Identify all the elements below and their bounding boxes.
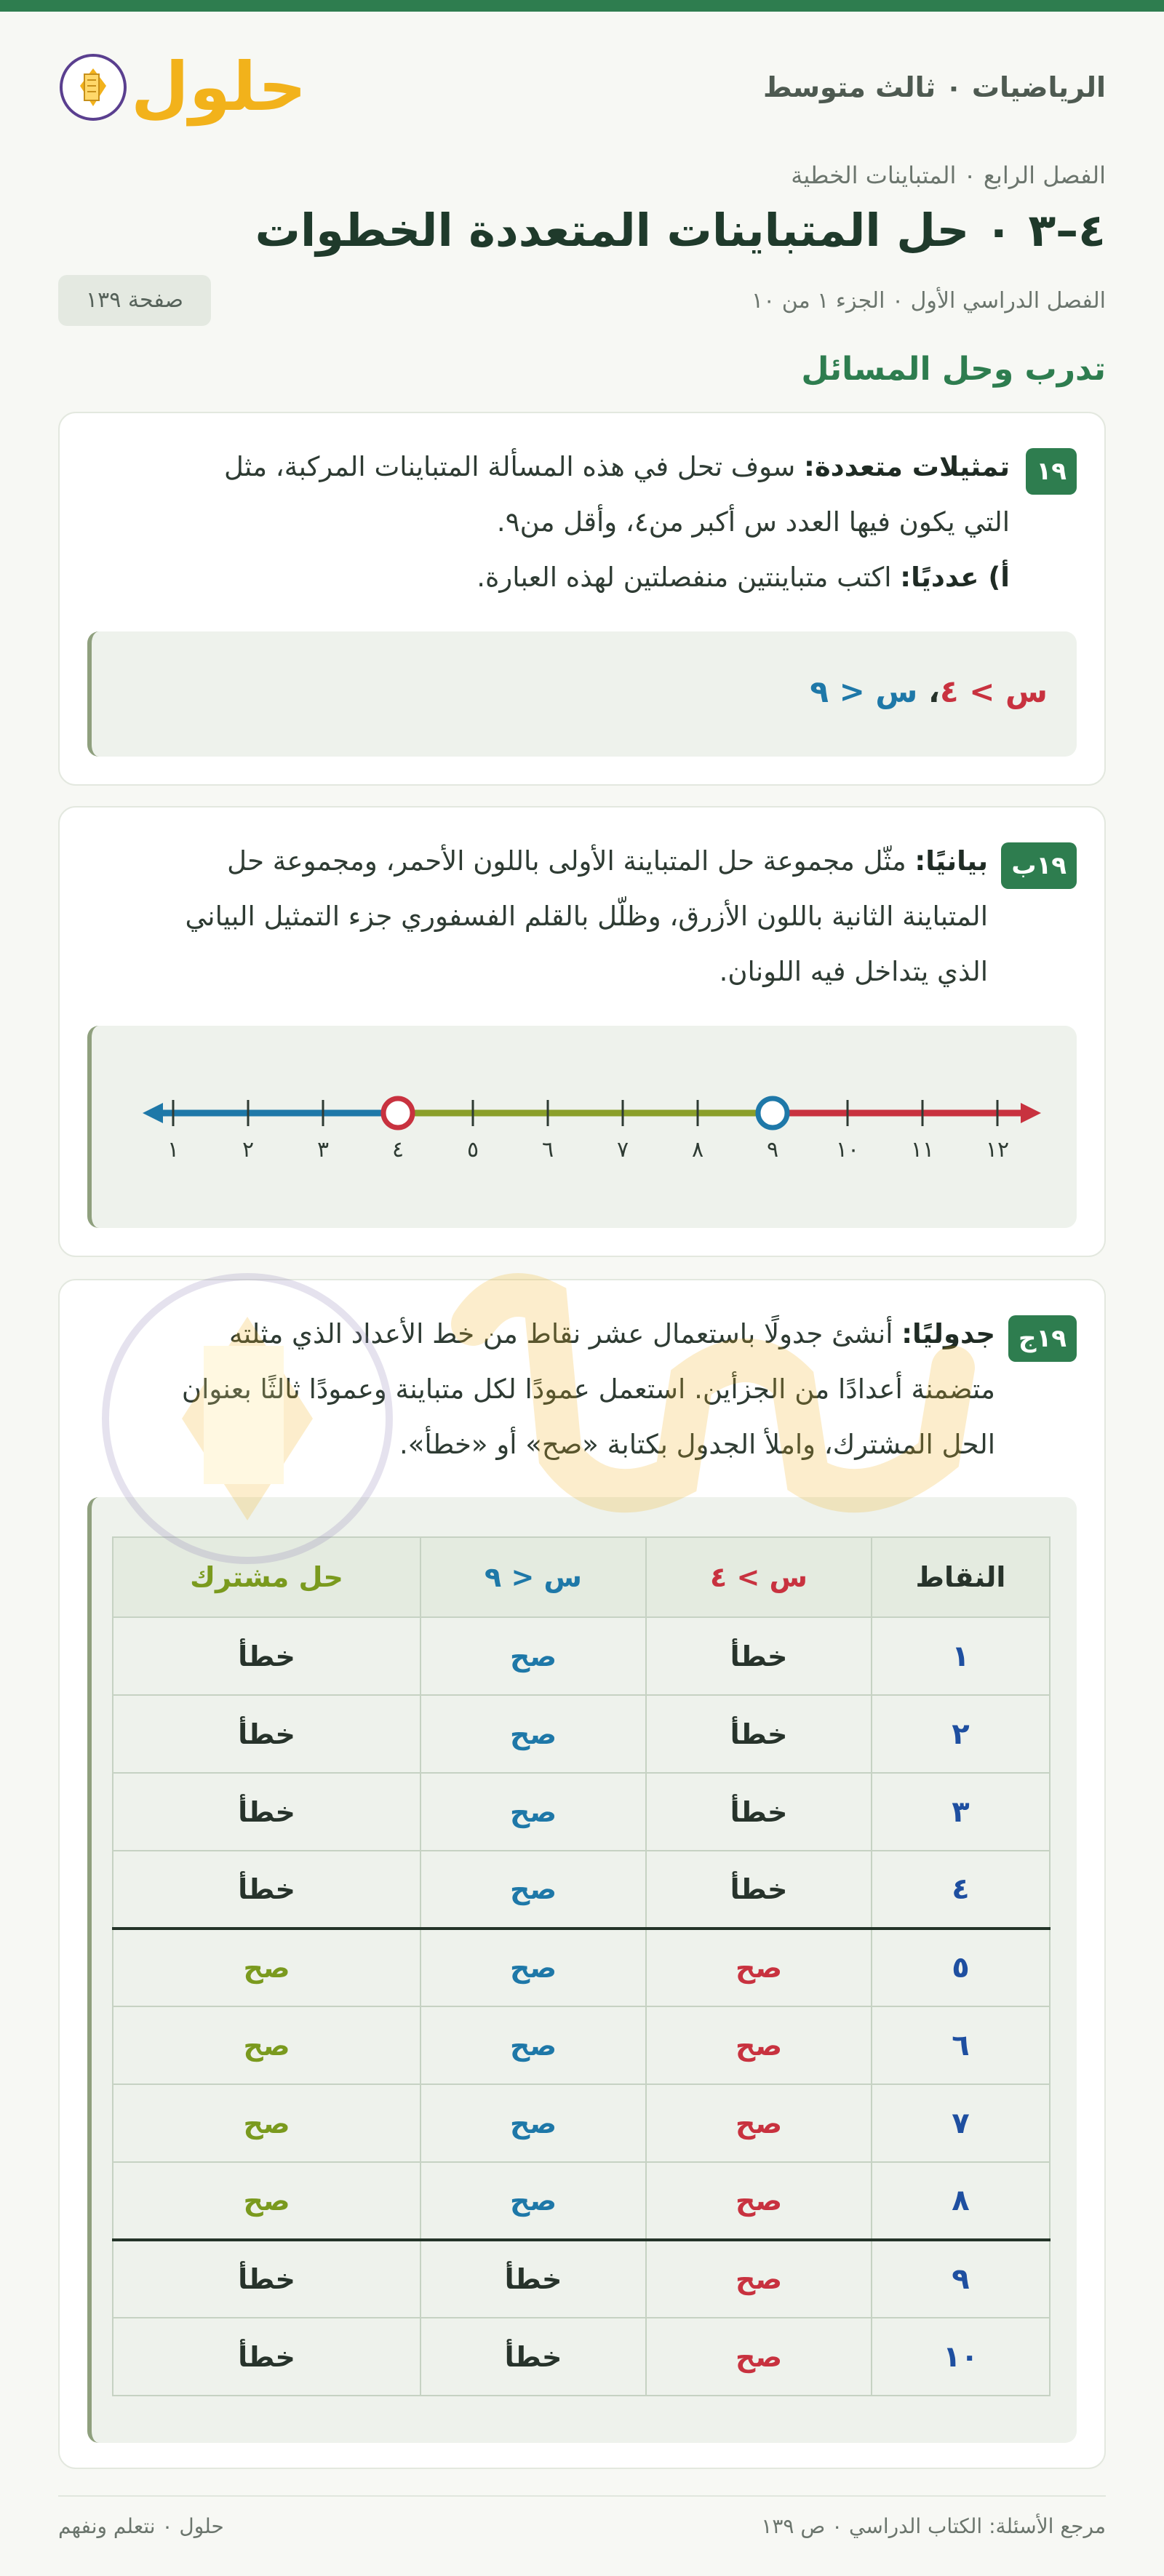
- question-19b-card: [58, 806, 1106, 1257]
- truth-cell: خطأ: [113, 1851, 420, 1929]
- tick-label: ٩: [766, 1137, 779, 1163]
- part-text: اكتب متباينتين منفصلتين لهذه العبارة.: [477, 562, 892, 593]
- truth-cell: خطأ: [113, 2318, 420, 2396]
- question-line: التي يكون فيها العدد س أكبر من٤، وأقل من٩.: [496, 506, 1010, 538]
- truth-cell: صح: [420, 1851, 646, 1929]
- footer-reference: مرجع الأسئلة: الكتاب الدراسي ٠ ص ١٣٩: [761, 2514, 1106, 2538]
- question-line: [93, 834, 988, 889]
- table-row: [113, 2006, 1050, 2084]
- tick-label: ٤: [391, 1137, 404, 1163]
- truth-cell: صح: [420, 1617, 646, 1695]
- truth-cell: صح: [113, 1929, 420, 2006]
- point-cell: ٧: [872, 2084, 1050, 2162]
- truth-cell: صح: [646, 1929, 872, 2006]
- right-arrow-icon: [1021, 1103, 1041, 1123]
- point-cell: ٩: [872, 2240, 1050, 2318]
- truth-cell: صح: [420, 1695, 646, 1773]
- truth-cell: خطأ: [646, 1773, 872, 1851]
- truth-cell: صح: [646, 2006, 872, 2084]
- point-cell: ١: [872, 1617, 1050, 1695]
- table-row: [113, 1929, 1050, 2006]
- column-header-points: النقاط: [872, 1537, 1050, 1617]
- truth-cell: صح: [420, 2006, 646, 2084]
- page-badge: صفحة ١٣٩: [58, 275, 211, 326]
- table-row: [113, 2318, 1050, 2396]
- answer-box: [87, 1497, 1077, 2443]
- answer-inequalities: [810, 674, 1048, 709]
- table-header-row: [113, 1537, 1050, 1617]
- answer-separator: ،: [928, 674, 940, 709]
- tick-label: ٣: [316, 1137, 330, 1163]
- top-accent-bar: [0, 0, 1164, 12]
- term-meta: الفصل الدراسي الأول ٠ الجزء ١ من ١٠: [752, 288, 1106, 314]
- truth-cell: صح: [646, 2084, 872, 2162]
- tick-label: ٦: [541, 1137, 554, 1163]
- table-row: [113, 2084, 1050, 2162]
- page-header: [58, 44, 1106, 131]
- point-cell: ٥: [872, 1929, 1050, 2006]
- open-circle-blue: [758, 1098, 787, 1128]
- truth-cell: صح: [113, 2006, 420, 2084]
- truth-cell: خطأ: [420, 2318, 646, 2396]
- point-cell: ٨: [872, 2162, 1050, 2240]
- point-cell: ١٠: [872, 2318, 1050, 2396]
- page-title: ٤–٣ ٠ حل المتباينات المتعددة الخطوات: [255, 204, 1106, 257]
- breadcrumb[interactable]: الفصل الرابع ٠ المتباينات الخطية: [791, 162, 1106, 189]
- point-cell: ٤: [872, 1851, 1050, 1929]
- tick-label: ٧: [616, 1137, 629, 1163]
- number-line-graph: [99, 1055, 1074, 1200]
- question-text: [93, 834, 988, 1000]
- truth-cell: صح: [646, 2318, 872, 2396]
- truth-cell: خطأ: [113, 1695, 420, 1773]
- question-19-card: [58, 412, 1106, 786]
- column-header-common: حل مشترك: [113, 1537, 420, 1617]
- question-number: ١٩: [1026, 448, 1077, 495]
- question-lead: بيانيًا:: [914, 845, 988, 877]
- question-text: [108, 439, 1010, 605]
- subject-label: الرياضيات ٠ ثالث متوسط: [762, 71, 1106, 103]
- truth-cell: صح: [420, 2162, 646, 2240]
- column-header-gt4: س > ٤: [646, 1537, 872, 1617]
- truth-cell: صح: [113, 2162, 420, 2240]
- question-part: [108, 550, 1010, 605]
- question-text: [93, 1307, 995, 1472]
- truth-cell: صح: [420, 1773, 646, 1851]
- logo-text: حلول: [131, 48, 307, 126]
- truth-cell: صح: [646, 2240, 872, 2318]
- column-header-lt9: س < ٩: [420, 1537, 646, 1617]
- truth-cell: صح: [646, 2162, 872, 2240]
- table-row: [113, 1617, 1050, 1695]
- question-line: متضمنة أعدادًا من الجزأين. استعمل عمودًا لكل متباينة وعمودًا ثالثًا بعنوان: [181, 1373, 995, 1405]
- question-line-text: مثّل مجموعة حل المتباينة الأولى باللون الأحمر، ومجموعة حل: [227, 845, 906, 877]
- tick-label: ١٢: [985, 1137, 1010, 1163]
- truth-cell: خطأ: [420, 2240, 646, 2318]
- tick-label: ٢: [242, 1137, 255, 1163]
- table-row: [113, 1695, 1050, 1773]
- question-line: الحل المشترك، واملأ الجدول بكتابة «صح» أو «خطأ».: [399, 1429, 995, 1460]
- truth-cell: خطأ: [646, 1851, 872, 1929]
- footer-divider: [58, 2495, 1106, 2497]
- point-cell: ٦: [872, 2006, 1050, 2084]
- truth-cell: خطأ: [113, 2240, 420, 2318]
- question-line: المتباينة الثانية باللون الأزرق، وظلّل بالقلم الفسفوري جزء التمثيل البياني: [185, 901, 988, 932]
- truth-cell: صح: [420, 1929, 646, 2006]
- part-label: أ) عدديًا:: [900, 562, 1010, 593]
- table-row: [113, 2162, 1050, 2240]
- answer-box: [87, 631, 1077, 757]
- book-logo-icon: [58, 52, 128, 122]
- point-cell: ٣: [872, 1773, 1050, 1851]
- table-row: [113, 1773, 1050, 1851]
- left-arrow-icon: [143, 1103, 163, 1123]
- logo[interactable]: [58, 44, 307, 131]
- answer-inequality-red: س > ٤: [939, 674, 1048, 709]
- truth-cell: خطأ: [113, 1773, 420, 1851]
- question-line: [108, 439, 1010, 495]
- question-19c-card: [58, 1279, 1106, 2469]
- tick-label: ١: [167, 1137, 180, 1163]
- question-number: ١٩ج: [1008, 1315, 1077, 1362]
- truth-cell: خطأ: [646, 1617, 872, 1695]
- table-row: [113, 2240, 1050, 2318]
- question-line: [93, 1307, 995, 1362]
- open-circle-red: [383, 1098, 412, 1128]
- tick-label: ٥: [466, 1137, 479, 1163]
- answer-box: [87, 1026, 1077, 1228]
- question-line: الذي يتداخل فيه اللونان.: [719, 956, 988, 987]
- truth-cell: خطأ: [113, 1617, 420, 1695]
- answer-inequality-blue: س < ٩: [810, 674, 918, 709]
- question-number: ١٩ب: [1001, 842, 1077, 889]
- answer-table: [112, 1536, 1051, 2396]
- tick-label: ١١: [910, 1137, 935, 1163]
- truth-cell: خطأ: [646, 1695, 872, 1773]
- truth-cell: صح: [420, 2084, 646, 2162]
- question-line-text: سوف تحل في هذه المسألة المتباينات المركبة، مثل: [224, 451, 796, 482]
- tick-label: ٨: [691, 1137, 704, 1163]
- question-lead: تمثيلات متعددة:: [804, 451, 1010, 482]
- question-line-text: أنشئ جدولًا باستعمال عشر نقاط من خط الأعداد الذي مثلته: [229, 1318, 893, 1349]
- table-row: [113, 1851, 1050, 1929]
- tick-label: ١٠: [835, 1137, 860, 1163]
- question-lead: جدوليًا:: [901, 1318, 995, 1349]
- footer-brand: حلول ٠ نتعلم ونفهم: [58, 2514, 224, 2538]
- truth-cell: صح: [113, 2084, 420, 2162]
- point-cell: ٢: [872, 1695, 1050, 1773]
- section-title: تدرب وحل المسائل: [801, 351, 1106, 388]
